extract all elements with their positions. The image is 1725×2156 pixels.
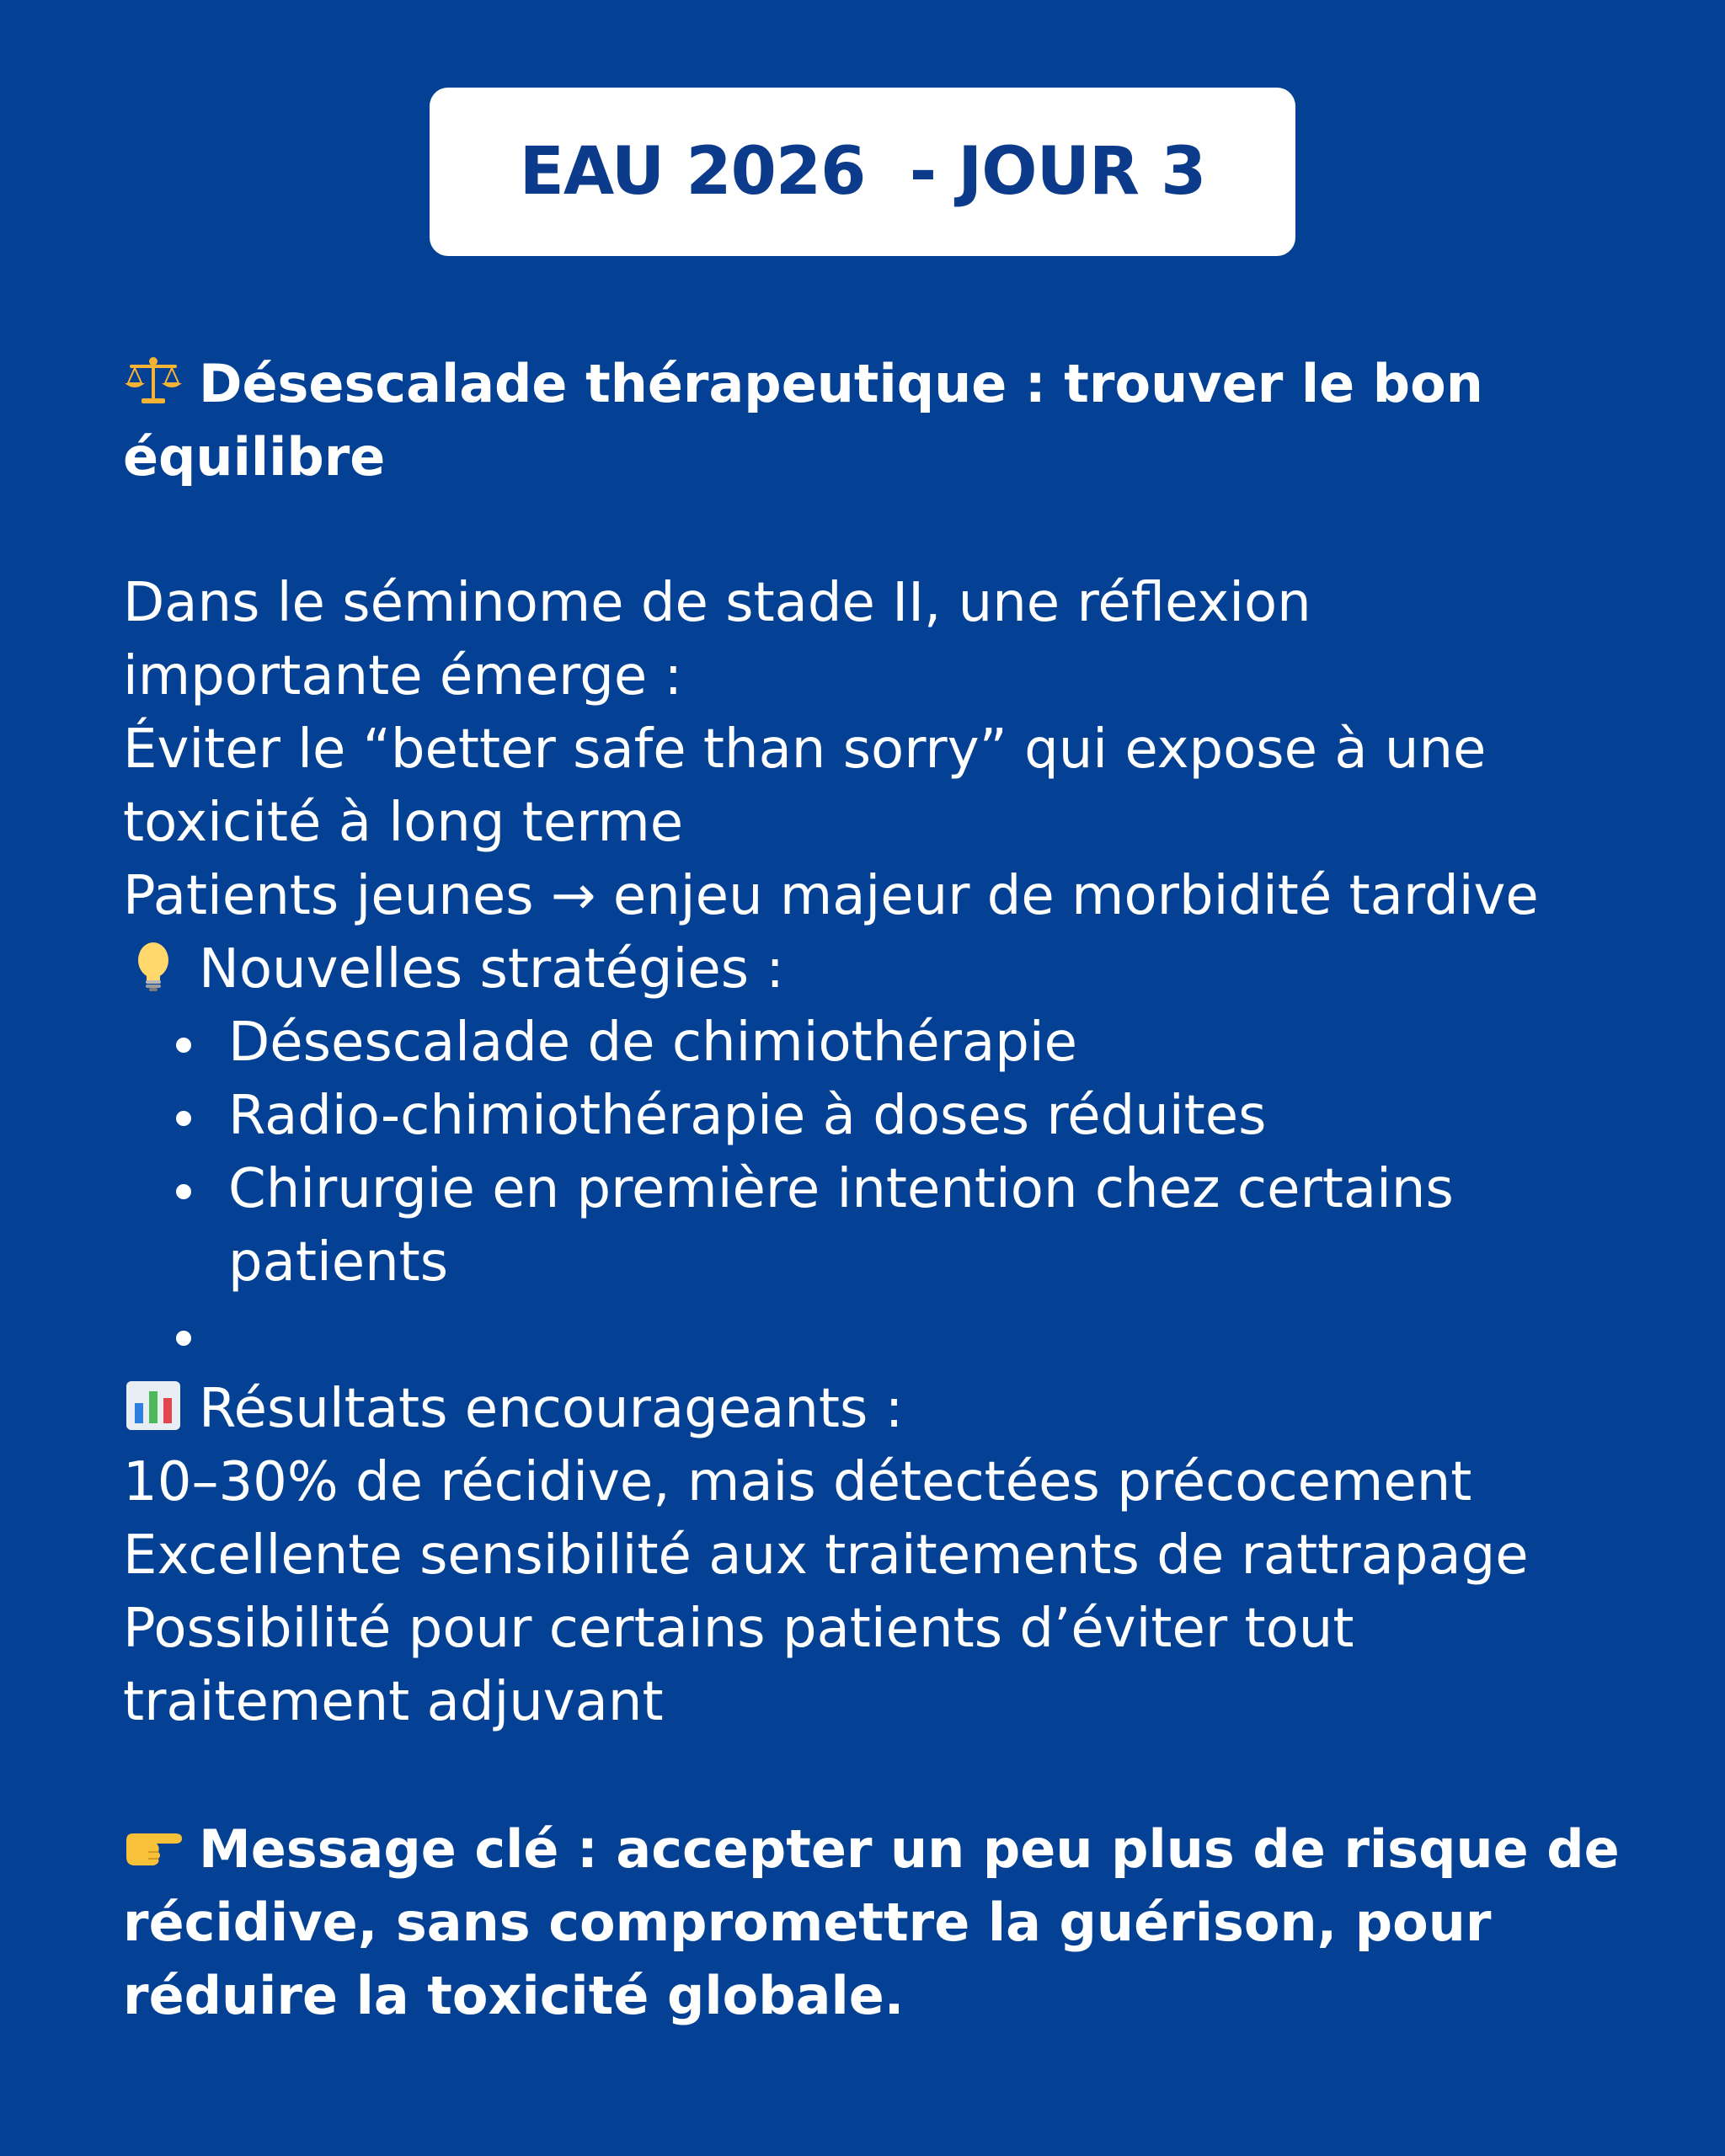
pointing-hand-icon bbox=[123, 1820, 184, 1872]
lightbulb-icon bbox=[123, 940, 184, 992]
section-heading bbox=[123, 347, 1673, 420]
spacer bbox=[123, 494, 1673, 567]
bar-chart-icon bbox=[123, 1380, 184, 1432]
page-title: EAU 2026 - JOUR 3 bbox=[519, 134, 1206, 210]
list-item-continuation: patients bbox=[228, 1231, 449, 1294]
paragraph-line: importante émerge : bbox=[123, 645, 683, 707]
results-label: Résultats encourageants : bbox=[199, 1378, 904, 1440]
key-message bbox=[123, 1812, 1673, 1886]
list-item: Radio-chimiothérapie à doses réduites bbox=[123, 1080, 1673, 1153]
list-item: Chirurgie en première intention chez certains bbox=[123, 1153, 1673, 1226]
section-heading-continued: équilibre bbox=[123, 426, 386, 488]
strategies-heading bbox=[123, 933, 1673, 1006]
title-badge bbox=[430, 88, 1295, 256]
list-item-empty bbox=[123, 1299, 1673, 1373]
results-line: Excellente sensibilité aux traitements de rattrapage bbox=[123, 1524, 1529, 1587]
balance-scale-icon bbox=[123, 355, 184, 407]
results-line: Possibilité pour certains patients d’éviter tout bbox=[123, 1598, 1354, 1660]
section-heading-text: Désescalade thérapeutique : trouver le bon bbox=[199, 353, 1483, 414]
paragraph-line: Patients jeunes → enjeu majeur de morbidité tardive bbox=[123, 865, 1539, 927]
list-item: Désescalade de chimiothérapie bbox=[123, 1006, 1673, 1080]
paragraph-line: toxicité à long terme bbox=[123, 792, 684, 854]
key-message-line: réduire la toxicité globale. bbox=[123, 1965, 905, 2026]
paragraph-line: Dans le séminome de stade II, une réflexion bbox=[123, 572, 1311, 634]
results-heading bbox=[123, 1373, 1673, 1446]
strategies-list bbox=[123, 1006, 1673, 1373]
results-line: 10–30% de récidive, mais détectées précocement bbox=[123, 1451, 1472, 1513]
spacer bbox=[123, 1739, 1673, 1812]
post-content bbox=[123, 347, 1673, 2032]
strategies-label: Nouvelles stratégies : bbox=[199, 938, 784, 1001]
key-message-line: récidive, sans compromettre la guérison, pour bbox=[123, 1892, 1492, 1953]
key-message-text: Message clé : accepter un peu plus de risque de bbox=[199, 1818, 1620, 1880]
results-line: traitement adjuvant bbox=[123, 1671, 664, 1733]
paragraph-line: Éviter le “better safe than sorry” qui expose à une bbox=[123, 718, 1487, 781]
